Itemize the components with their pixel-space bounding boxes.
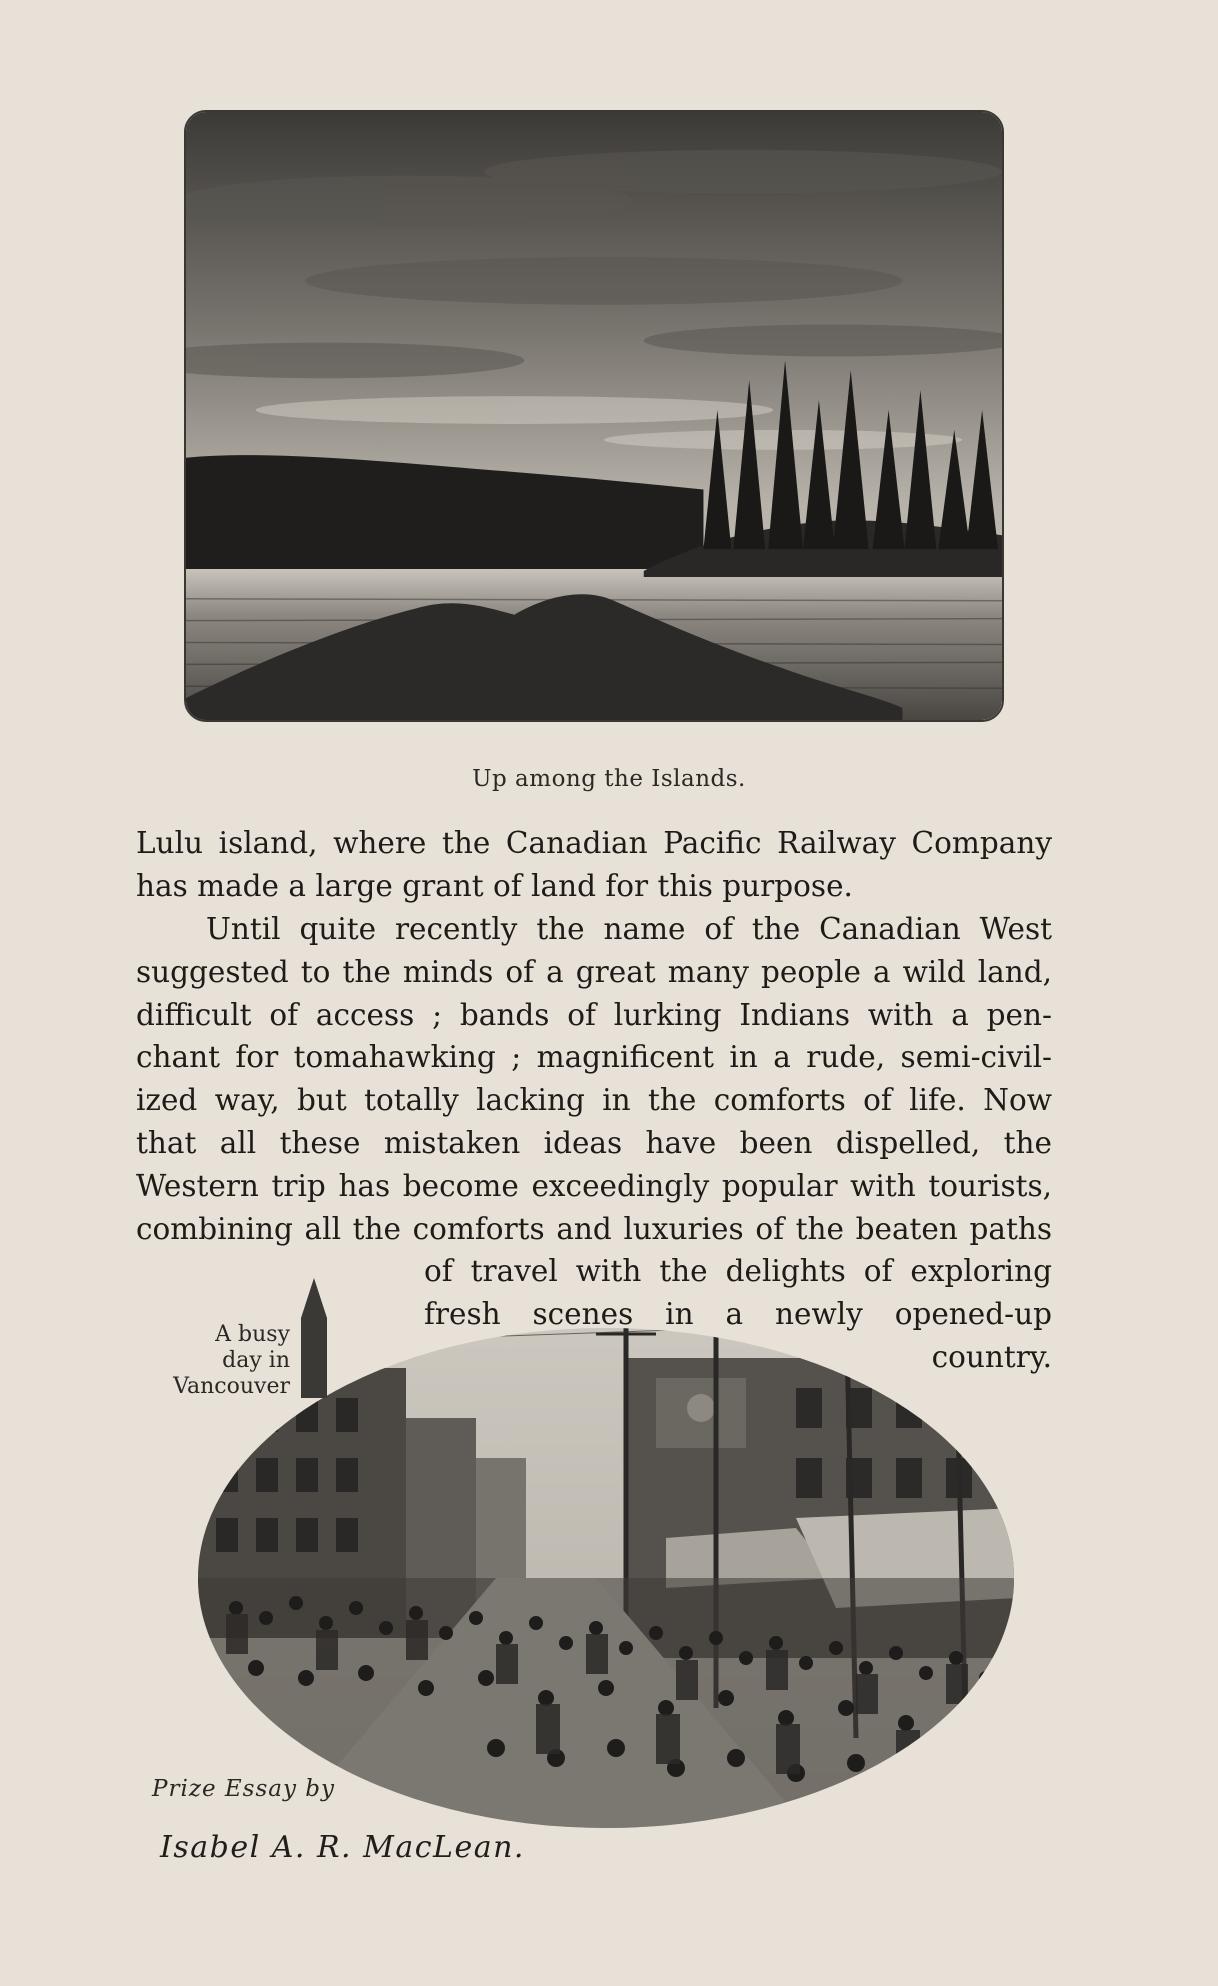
text-line: difficult of access ; bands of lurking Indians with a pen- xyxy=(136,997,1052,1032)
vancouver-caption xyxy=(142,1322,290,1400)
text-line: country. xyxy=(931,1339,1052,1374)
paragraph-2 xyxy=(136,908,1052,1250)
text-line: suggested to the minds of a great many people a wild land, xyxy=(136,954,1052,989)
vancouver-photo-image xyxy=(196,1278,1016,1838)
text-line: has made a large grant of land for this purpose. xyxy=(136,868,853,903)
paragraph-1 xyxy=(136,822,1052,908)
caption-line: A busy xyxy=(215,1322,290,1347)
vancouver-street-photograph xyxy=(196,1278,1016,1838)
byline-label: Prize Essay by xyxy=(152,1776,335,1802)
text-line: that all these mistaken ideas have been dispelled, the xyxy=(136,1125,1052,1160)
text-line: Western trip has become exceedingly popular with tourists, xyxy=(136,1168,1052,1203)
text-line: chant for tomahawking ; magnificent in a rude, semi-civil- xyxy=(136,1040,1052,1075)
text-line: Lulu island, where the Canadian Pacific Railway Company xyxy=(136,826,1052,860)
islands-caption: Up among the Islands. xyxy=(472,766,746,792)
author-name: Isabel A. R. MacLean. xyxy=(160,1830,525,1865)
text-line: ized way, but totally lacking in the comforts of life. Now xyxy=(136,1083,1052,1118)
text-line: combining all the comforts and luxuries of the beaten paths xyxy=(136,1211,1052,1246)
text-line: fresh scenes in a newly opened-up xyxy=(424,1296,1052,1331)
islands-photograph xyxy=(184,110,1004,722)
caption-line: Vancouver xyxy=(173,1374,290,1399)
caption-line: day in xyxy=(222,1348,290,1373)
text-line: Until quite recently the name of the Canadian West xyxy=(206,912,1052,946)
text-line: of travel with the delights of exploring xyxy=(424,1254,1052,1288)
islands-photo-image xyxy=(186,112,1002,720)
